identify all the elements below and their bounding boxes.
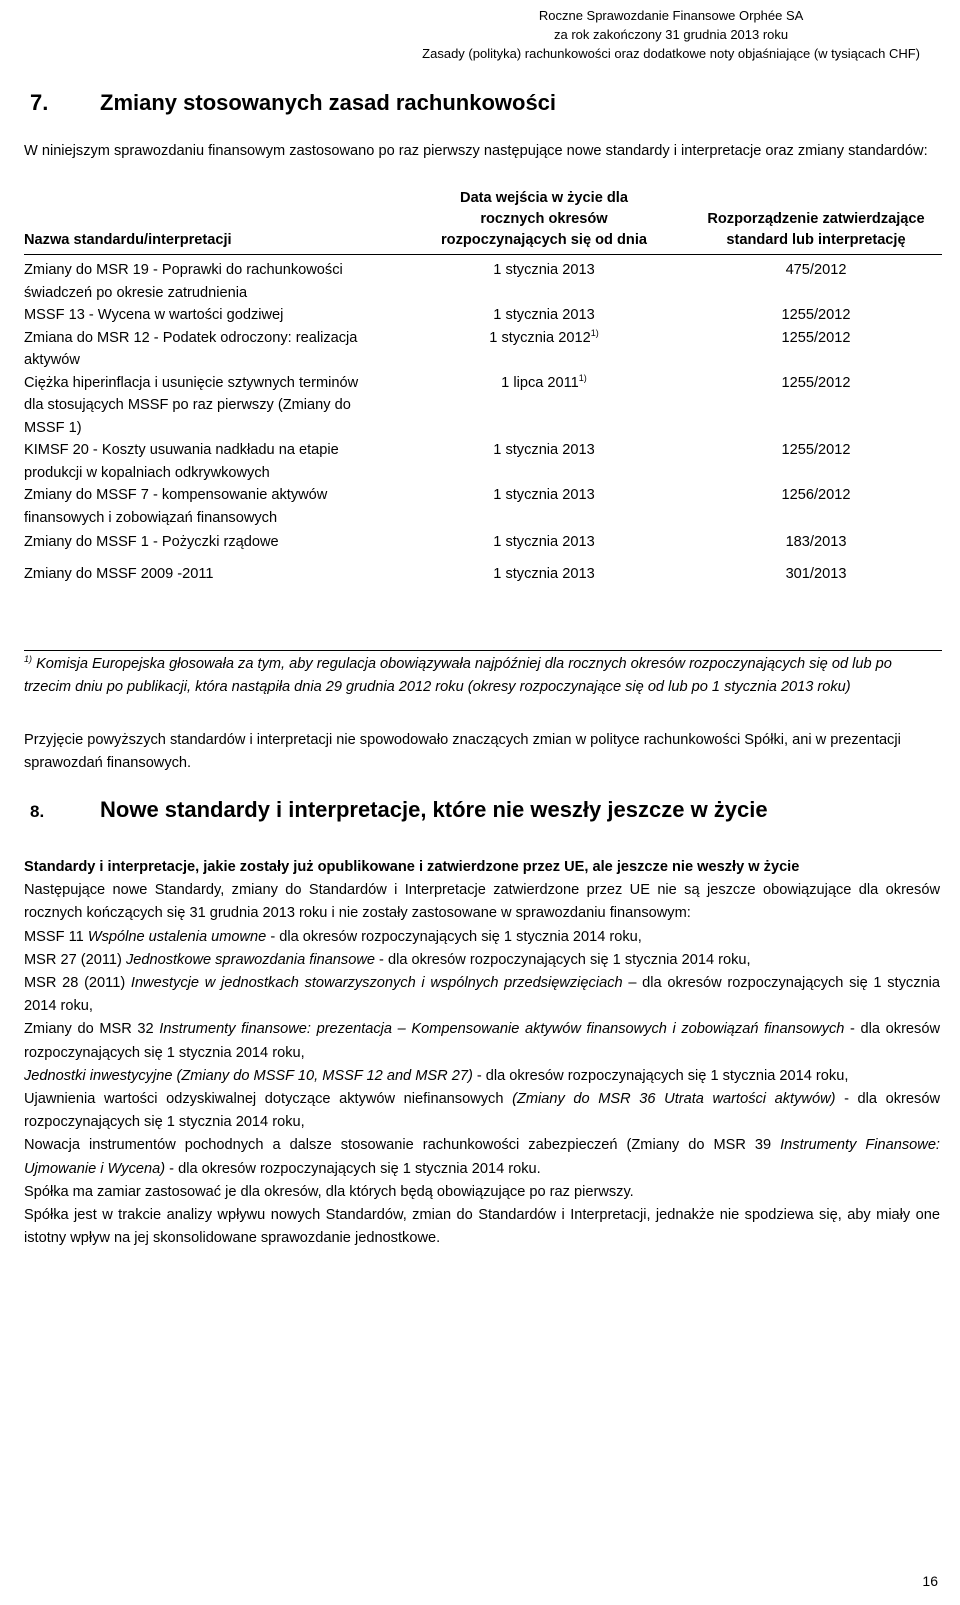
footnote-ref: 1) [578, 372, 587, 383]
standard-name-cell: MSSF 13 - Wycena w wartości godziwej [24, 307, 284, 323]
footnote-ref: 1) [590, 327, 599, 338]
table-row [24, 327, 942, 372]
effective-date-cell: 1 stycznia 2013 [493, 534, 595, 550]
standard-item-5: Jednostki inwestycyjne (Zmiany do MSSF 10, MSSF 12 and MSR 27) - dla okresów rozpoczynających się 1 stycznia 2014 roku, [24, 1067, 849, 1084]
regulation-cell: 1255/2012 [781, 442, 851, 458]
standard-name-cell: Zmiany do MSSF 2009 -2011 [24, 565, 214, 582]
standard-name-cell: Zmiany do MSR 19 - Poprawki do rachunkowości świadczeń po okresie zatrudnienia [24, 262, 343, 301]
section-8-heading [30, 797, 768, 823]
section-8-body [24, 856, 940, 1250]
section-8-intro: Następujące nowe Standardy, zmiany do Standardów i Interpretacje zatwierdzone przez UE nie są jeszcze obowiązujące dla okresów rocznych kończących się 31 grudnia 2013 roku i nie zostały zastosowane w sprawozdaniu finansowym: [24, 882, 940, 922]
table-row [24, 439, 942, 484]
section-8-title: Nowe standardy i interpretacje, które nie weszły jeszcze w życie [100, 797, 768, 822]
effective-date-cell: 1 stycznia 2013 [493, 487, 595, 503]
standard-name-cell: Ciężka hiperinflacja i usunięcie sztywnych terminów dla stosujących MSSF po raz pierwszy (Zmiany do MSSF 1) [24, 374, 359, 436]
effective-date-cell: 1 stycznia 2013 [493, 442, 595, 458]
effective-date-cell: 1 stycznia 2013 [493, 262, 595, 278]
adoption-note: Przyjęcie powyższych standardów i interpretacji nie spowodowało znaczących zmian w polityce rachunkowości Spółki, ani w prezentacji sprawozdań finansowych. [24, 732, 901, 771]
section-8-subheading: Standardy i interpretacje, jakie zostały już opublikowane i zatwierdzone przez UE, ale jeszcze nie weszły w życie [24, 859, 800, 875]
standard-name-cell: Zmiany do MSSF 7 - kompensowanie aktywów finansowych i zobowiązań finansowych [24, 487, 328, 526]
section-7-title: Zmiany stosowanych zasad rachunkowości [100, 90, 557, 115]
closing-paragraph-2: Spółka jest w trakcie analizy wpływu nowych Standardów, zmian do Standardów i Interpretacji, jednakże nie spodziewa się, aby miały one istotny wpływ na jej skonsolidowane sprawozdanie jednostkowe. [24, 1207, 940, 1247]
column-header-regulation: Rozporządzenie zatwierdzające standard lub interpretację [674, 188, 942, 255]
regulation-cell: 183/2013 [785, 534, 847, 550]
regulation-cell: 475/2012 [785, 262, 847, 278]
column-header-name: Nazwa standardu/interpretacji [24, 188, 414, 255]
effective-date-cell: 1 stycznia 2013 [493, 565, 595, 582]
table-row [24, 304, 942, 327]
regulation-cell: 1255/2012 [781, 374, 851, 391]
effective-date-cell: 1 lipca 2011$^{1)}$ [501, 372, 587, 391]
header-line-1: Roczne Sprawozdanie Finansowe Orphée SA [538, 8, 804, 23]
section-7-intro: W niniejszym sprawozdaniu finansowym zastosowano po raz pierwszy następujące nowe standardy i interpretacje oraz zmiany standardów: [24, 143, 928, 159]
standard-name-cell: Zmiana do MSR 12 - Podatek odroczony: realizacja aktywów [24, 329, 358, 368]
table-row [24, 484, 942, 529]
standard-item-2: MSR 27 (2011) Jednostkowe sprawozdania finansowe - dla okresów rozpoczynających się 1 stycznia 2014 roku, [24, 951, 751, 968]
standard-item-4: Zmiany do MSR 32 Instrumenty finansowe: prezentacja – Kompensowanie aktywów finansowych i zobowiązań finansowych - dla okresów rozpoczynających się 1 stycznia 2014 roku, [24, 1021, 940, 1061]
footnote [24, 650, 942, 698]
section-7-number: 7. [30, 90, 49, 115]
standards-table [24, 188, 942, 585]
footnote-text: Komisja Europejska głosowała za tym, aby regulacja obowiązywała najpóźniej dla rocznych okresów rozpoczynających się od lub po trzecim dniu po publikacji, która nastąpiła dnia 29 grudnia 2012 roku (okresy rozpoczynające się od lub po 1 stycznia 2013 roku) [24, 656, 892, 695]
footnote-mark: 1) [24, 654, 33, 665]
closing-paragraph-1: Spółka ma zamiar zastosować je dla okresów, dla których będą obowiązujące po raz pierwszy. [24, 1183, 634, 1200]
standard-item-3: MSR 28 (2011) Inwestycje w jednostkach stowarzyszonych i wspólnych przedsięwzięciach – dla okresów rozpoczynających się 1 stycznia 2014 roku, [24, 975, 940, 1015]
regulation-cell: 301/2013 [785, 565, 847, 582]
effective-date-cell: 1 stycznia 2012$^{1)}$ [489, 327, 599, 346]
standard-name-cell: KIMSF 20 - Koszty usuwania nadkładu na etapie produkcji w kopalniach odkrywkowych [24, 442, 339, 481]
regulation-cell: 1255/2012 [781, 307, 851, 323]
standard-item-6: Ujawnienia wartości odzyskiwalnej dotyczące aktywów niefinansowych (Zmiany do MSR 36 Utrata wartości aktywów) - dla okresów rozpoczynających się 1 stycznia 2014 roku, [24, 1091, 940, 1131]
standard-item-7: Nowacja instrumentów pochodnych a dalsze stosowanie rachunkowości zabezpieczeń (Zmiany do MSR 39 Instrumenty Finansowe: Ujmowanie i Wycena) - dla okresów rozpoczynających się 1 stycznia 2014 roku. [24, 1137, 940, 1177]
header-line-2: za rok zakończony 31 grudnia 2013 roku [554, 27, 789, 42]
table-row [24, 554, 942, 586]
standard-name-cell: Zmiany do MSSF 1 - Pożyczki rządowe [24, 534, 279, 550]
table-row [24, 255, 942, 305]
regulation-cell: 1256/2012 [781, 487, 851, 503]
table-row [24, 372, 942, 440]
page-header [422, 6, 920, 63]
standard-item-1: MSSF 11 Wspólne ustalenia umowne - dla okresów rozpoczynających się 1 stycznia 2014 roku, [24, 928, 642, 945]
effective-date-cell: 1 stycznia 2013 [493, 307, 595, 323]
header-line-3: Zasady (polityka) rachunkowości oraz dodatkowe noty objaśniające (w tysiącach CHF) [422, 46, 920, 61]
section-7-heading [30, 90, 556, 116]
table-row [24, 529, 942, 554]
regulation-cell: 1255/2012 [781, 329, 851, 346]
section-8-number: 8. [30, 802, 45, 821]
column-header-date: Data wejścia w życie dla rocznych okresów rozpoczynających się od dnia [414, 188, 674, 255]
page-number: 16 [922, 1573, 938, 1589]
